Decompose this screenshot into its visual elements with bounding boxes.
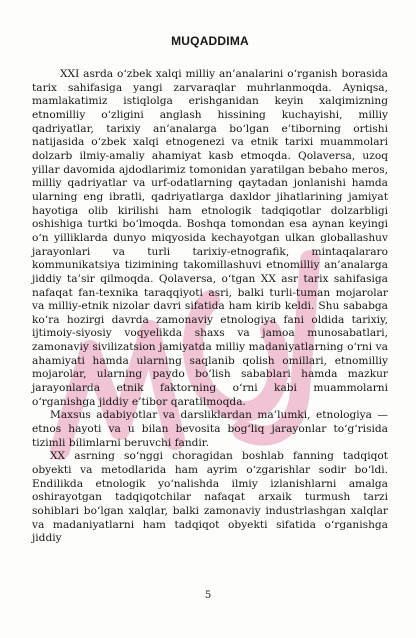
chapter-title: MUQADDIMA	[171, 34, 249, 48]
page-number: 5	[204, 590, 212, 601]
main-text	[32, 34, 388, 546]
paragraph-2: Maxsus adabiyotlar va darsliklardan ma’lumki, etnologiya — etnos hayoti va u bilan bevosita bog‘liq jarayonlar to‘g‘risida tizimli bilimlarni beruvchi fandir.	[32, 409, 388, 449]
paragraph-3: XX asrning so‘nggi choragidan boshlab fanning tadqiqot obyekti va metodlarida ham ayrim o‘zgarishlar sodir bo‘ldi. Endilikda etnologik yo‘nalishda ilmiy izlanishlarni amalga oshirayotgan tadqiqotchilar nafaqat arxaik turmush tarzi sohiblari bo‘lgan xalqlar, balki zamonaviy industrlashgan xalqlar va madaniyatlarni ham tadqiqot obyekti sifatida o‘rganishga jiddiy	[32, 450, 388, 545]
paragraph-1: XXI asrda o‘zbek xalqi milliy an’analarini o‘rganish borasida tarix sahifasiga yangi zarvaraqlar muhrlanmoqda. Ayniqsa, mamlakatimiz istiqlolga erishganidan keyin xalqimizning etnomilliy o‘zligini anglash hissining kuchayishi, milliy qadriyatlar, tarixiy an’analarga bo‘lgan e’tiborning ortishi natijasida o‘zbek xalqi etnogenezi va etnik tarixi muammolari dolzarb ilmiy-amaliy ahamiyat kasb etmoqda. Qolaversa, uzoq yillar davomida ajdodlarimiz tomonidan yaratilgan bebaho meros, milliy qadriyatlar va urf-odatlarning qaytadan jonlanishi hamda ularning eng ibratli, qadriyatlarga daxldor jihatlarining jamiyat hayotiga olib kirilishi ham etnologik tadqiqotlar dolzarbligi oshishiga turtki bo‘lmoqda. Boshqa tomondan esa aynan keyingi o‘n yilliklarda dunyo miqyosida kechayotgan ulkan globallashuv jarayonlari va turli tarixiy-etnografik, mintaqalararo kommunikatsiya tizimining takomillashuvi etnomilliy an’analarga jiddiy ta’sir qilmoqda. Qolaversa, o‘tgan XX asr tarix sahifasiga nafaqat fan-texnika taraqqiyoti asri, balki turli-tuman mojarolar va milliy-etnik nizolar davri sifatida ham kirib keldi. Shu sababga ko‘ra hozirgi davrda zamonaviy etnologiya fani oldida tarixiy, ijtimoiy-siyosiy voqyelikda shaxs va jamoa munosabatlari, zamonaviy sivilizatsion jamiyatda milliy madaniyatlarning o‘rni va ahamiyati hamda ularning saqlanib qolish omillari, etnomilliy mojarolar, ularning paydo bo‘lish sabablari hamda mazkur jarayonlarda etnik faktorning o‘rni kabi muammolarni o‘rganishga jiddiy e’tibor qaratilmoqda.	[32, 68, 388, 408]
